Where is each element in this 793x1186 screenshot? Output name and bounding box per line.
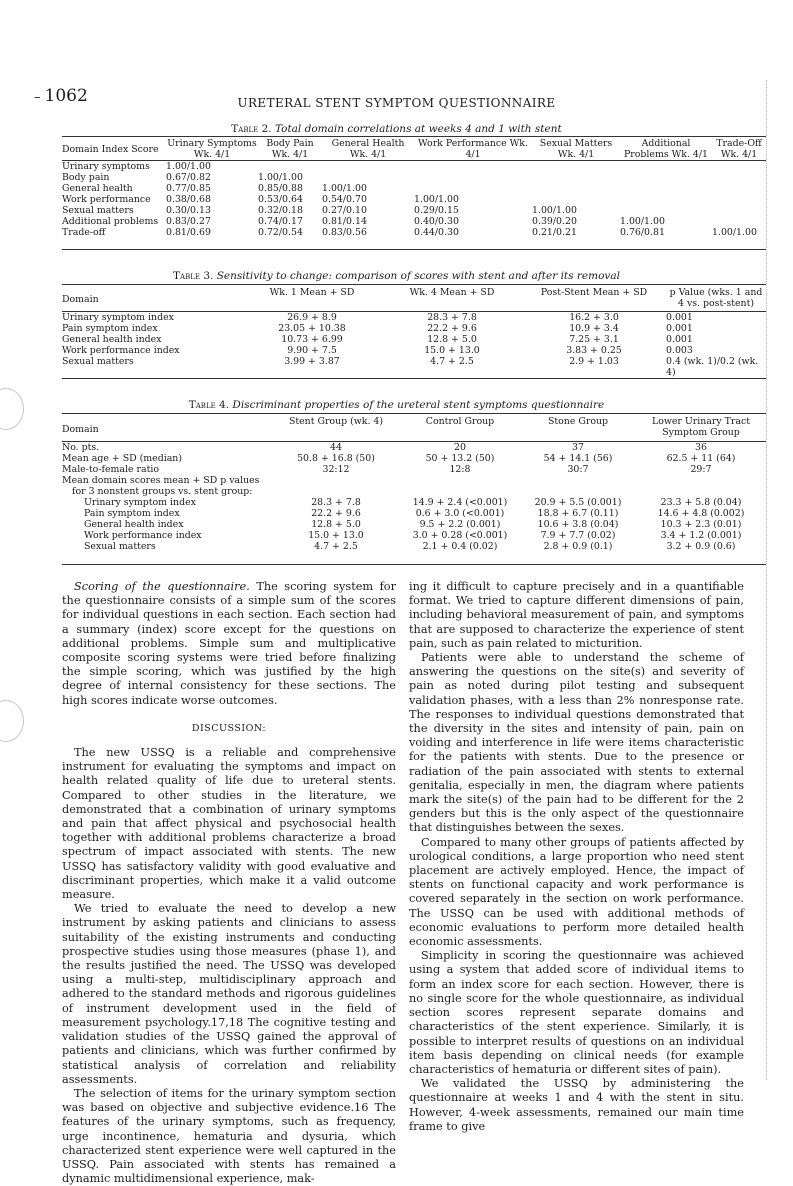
table2-cell: 0.32/0.18 [258, 205, 303, 216]
table2-header-cell: Trade-Off Wk. 4/1 [716, 138, 762, 160]
table2-cell: 0.83/0.27 [166, 216, 211, 227]
table2-cell: 0.30/0.13 [166, 205, 211, 216]
table2-row [62, 183, 766, 194]
table4-cell: 14.9 + 2.4 (<0.001) [412, 497, 508, 508]
right-paragraph-1: ing it difficult to capture precisely and in a quantifiable format. We tried to capture different dimensions of pain, including behavioral measurement of pain, and symptoms that are supposed to characterize the experience of stent pain, such as pain related to micturition. [409, 580, 744, 650]
table3-header-cell: Wk. 1 Mean + SD [269, 287, 355, 298]
table3-cell: 3.99 + 3.87 [284, 356, 340, 367]
table2-cell [620, 172, 712, 183]
scoring-paragraph: Scoring of the questionnaire. The scoring system for the questionnaire consists of a simple sum of the scores for individual questions in each section. Each section had a summary (index) score except for the questions on additional problems. Simple sum and multiplicative composite scoring systems were tried before finalizing the simple scoring, which was justified by the high degree of internal consistency for these sections. The high scores indicate worse outcomes. [62, 580, 397, 707]
table2-cell: 1.00/1.00 [532, 205, 577, 216]
table2-cell: 0.76/0.81 [620, 227, 665, 238]
page-number: – 1062 [34, 86, 88, 106]
table3-row [62, 312, 766, 323]
table4-cell: 50 + 13.2 (50) [425, 453, 495, 464]
table4-row [62, 475, 766, 486]
table4-header-cell: Stone Group [547, 416, 609, 427]
table2-cell [414, 161, 532, 172]
table4-row [62, 530, 766, 541]
table4-header-cell: Stent Group (wk. 4) [288, 416, 384, 427]
table2-row-label: General health [62, 183, 133, 194]
table3-cell: 9.90 + 7.5 [287, 345, 337, 356]
table4-cell: 2.1 + 0.4 (0.02) [422, 541, 498, 552]
table3-cell: 10.9 + 3.4 [569, 323, 619, 334]
table3-cell: 0.003 [666, 345, 693, 356]
table4-caption: Table 4. Discriminant properties of the ureteral stent symptoms questionnaire [188, 399, 605, 411]
table2-row [62, 227, 766, 238]
table3-caption: Table 3. Sensitivity to change: comparison of scores with stent and after its removal [173, 270, 620, 282]
table3-cell: 4.7 + 2.5 [430, 356, 474, 367]
table2-cell [712, 205, 766, 216]
table4-row-label: General health index [84, 519, 184, 530]
discussion-heading: DISCUSSION: [191, 722, 267, 734]
table2-cell [712, 172, 766, 183]
table2-row [62, 161, 766, 172]
table4-cell: 23.3 + 5.8 (0.04) [660, 497, 742, 508]
table4-header-cell: Domain [62, 423, 99, 435]
discussion-paragraph-1: The new USSQ is a reliable and comprehensive instrument for evaluating the symptoms and impact on health related quality of life due to ureteral stents. Compared to other studies in the literature, we demonstrated that a combination of urinary symptoms and pain that affect physical and psychosocial health together with additional problems characterize a broad spectrum of impact associated with stents. The new USSQ has satisfactory validity with good evaluative and discriminant properties, which make it a valid outcome measure. [62, 746, 396, 902]
table2-cell: 1.00/1.00 [620, 216, 665, 227]
table2-row-label: Trade-off [62, 227, 106, 238]
right-paragraph-3: Compared to many other groups of patients affected by urological conditions, a large proportion who need stent placement are actively employed. Hence, the impact of stents on functional capacity and work performance is covered separately in the section on work performance. The USSQ can be used with additional methods of economic evaluations to perform more detailed health economic assessments. [409, 835, 744, 949]
table3-cell: 2.9 + 1.03 [569, 356, 619, 367]
table4-row [62, 486, 766, 497]
table2-cell [322, 172, 414, 183]
table3-row [62, 356, 766, 378]
table2-row [62, 205, 766, 216]
table4-header-row [62, 416, 766, 442]
table4-row-label: Work performance index [84, 530, 202, 541]
table4-row [62, 541, 766, 552]
table4-header-cell: Lower Urinary Tract Symptom Group [651, 416, 750, 438]
table4-cell: 0.6 + 3.0 (<0.001) [415, 508, 505, 519]
table2-row [62, 216, 766, 227]
table3-cell: 22.2 + 9.6 [427, 323, 477, 334]
table2-cell: 0.40/0.30 [414, 216, 459, 227]
table2-cell: 0.85/0.88 [258, 183, 303, 194]
table4-cell: 50.8 + 16.8 (50) [297, 453, 375, 464]
table2-header-cell: Body Pain Wk. 4/1 [266, 138, 314, 160]
table3-row-label: Urinary symptom index [62, 312, 174, 323]
table4-cell: 4.7 + 2.5 [314, 541, 358, 552]
table4-cell: 3.2 + 0.9 (0.6) [666, 541, 736, 552]
table3-cell: 12.8 + 5.0 [427, 334, 477, 345]
table4-row-label: Pain symptom index [84, 508, 180, 519]
table3-row-label: Pain symptom index [62, 323, 158, 334]
table2-cell: 0.67/0.82 [166, 172, 211, 183]
table2-row-label: Work performance [62, 194, 151, 205]
table3-cell: 15.0 + 13.0 [424, 345, 480, 356]
discussion-paragraph-2: We tried to evaluate the need to develop a new instrument by asking patients and clinicians to assess suitability of the existing instruments and conducting prospective studies using those measures (phase 1), and the results justified the need. The USSQ was developed using a multi-step, multidisciplinary approach and adhered to the standard methods and rigorous guidelines of instrument development used in the field of measurement psychology.17,18 The cognitive testing and validation studies of the USSQ gained the approval of patients and clinicians, which was further confirmed by statistical analysis of correlation and reliability assessments. [62, 902, 396, 1086]
table2 [62, 138, 766, 238]
table2-cell [712, 161, 766, 172]
table2-caption: Table 2. Total domain correlations at weeks 4 and 1 with stent [231, 123, 562, 135]
table2-cell: 1.00/1.00 [414, 194, 459, 205]
table4-row-label: Mean age + SD (median) [62, 453, 183, 464]
table2-header-cell: General Health Wk. 4/1 [331, 138, 405, 160]
table3-header-cell: Wk. 4 Mean + SD [409, 287, 495, 298]
table3-cell: 0.001 [666, 334, 693, 345]
table4-row [62, 464, 766, 475]
table4-cell: 9.5 + 2.2 (0.001) [419, 519, 501, 530]
table4-cell: 36 [695, 442, 707, 453]
table2-row-label: Sexual matters [62, 205, 134, 216]
table2-cell: 0.81/0.69 [166, 227, 211, 238]
table2-row [62, 172, 766, 183]
table3-row-label: Sexual matters [62, 356, 134, 367]
table2-cell [414, 183, 532, 194]
table4-header-cell: Control Group [425, 416, 495, 427]
table2-body [62, 161, 766, 238]
table2-cell [712, 194, 766, 205]
table2-cell: 1.00/1.00 [166, 161, 211, 172]
table4-cell: 10.6 + 3.8 (0.04) [537, 519, 619, 530]
table2-cell [712, 216, 766, 227]
table4-body [62, 442, 766, 552]
table2-cell [532, 194, 620, 205]
table3-header-cell: p Value (wks. 1 and 4 vs. post-stent) [669, 287, 763, 309]
right-column [409, 580, 744, 1134]
table3-cell: 0.001 [666, 323, 693, 334]
table4-cell [520, 475, 636, 486]
table4-cell [400, 486, 520, 497]
table4-cell: 12.8 + 5.0 [311, 519, 361, 530]
table2-cell: 0.83/0.56 [322, 227, 367, 238]
table2-header-cell: Domain Index Score [62, 144, 159, 155]
right-paragraph-2: Patients were able to understand the scheme of answering the questions on the site(s) and severity of pain as noted during pilot testing and subsequent validation phases, with a less than 2% nonresponse rate. The responses to individual questions demonstrated that the diversity in the sites and intensity of pain, pain on voiding and interference in life were items characteristic for the patients with stents. Due to the presence or radiation of the pain associated with stents to external genitalia, especially in men, the diagram where patients mark the site(s) of the pain had to be different for the 2 genders but this is the only aspect of the questionnaire that distinguishes between the sexes. [409, 651, 744, 835]
table3-cell: 0.4 (wk. 1)/0.2 (wk. 4) [666, 356, 759, 378]
table2-cell: 1.00/1.00 [712, 227, 757, 238]
scan-edge-line [766, 80, 767, 1080]
table2-cell: 0.54/0.70 [322, 194, 367, 205]
table2-cell: 0.53/0.64 [258, 194, 303, 205]
table4-row-label: Male-to-female ratio [62, 464, 159, 475]
table4-cell: 20.9 + 5.5 (0.001) [534, 497, 622, 508]
table4-cell: 32:12 [322, 464, 350, 475]
table4-cell: 28.3 + 7.8 [311, 497, 361, 508]
table4-cell: 7.9 + 7.7 (0.02) [540, 530, 616, 541]
table4-row [62, 508, 766, 519]
table2-cell [620, 194, 712, 205]
table4 [62, 416, 766, 552]
table4-cell: 10.3 + 2.3 (0.01) [660, 519, 742, 530]
right-paragraph-5: We validated the USSQ by administering the questionnaire at weeks 1 and 4 with the stent in situ. However, 4-week assessments, remained our main time frame to give [409, 1077, 744, 1133]
table4-row-label: Urinary symptom index [84, 497, 196, 508]
table2-cell: 1.00/1.00 [322, 183, 367, 194]
table2-cell [620, 161, 712, 172]
running-head: URETERAL STENT SYMPTOM QUESTIONNAIRE [237, 96, 556, 110]
table2-cell [322, 161, 414, 172]
table3-header-row [62, 287, 766, 312]
table4-cell [400, 475, 520, 486]
table2-header-cell: Sexual Matters Wk. 4/1 [539, 138, 613, 160]
table3-cell: 7.25 + 3.1 [569, 334, 619, 345]
table2-cell [712, 183, 766, 194]
table2-cell: 0.38/0.68 [166, 194, 211, 205]
table2-header-cell: Urinary Symptoms Wk. 4/1 [167, 138, 257, 160]
table4-cell: 30:7 [567, 464, 589, 475]
table4-cell [272, 475, 400, 486]
table2-row-label: Urinary symptoms [62, 161, 150, 172]
table2-cell: 0.81/0.14 [322, 216, 367, 227]
table2-cell: 0.72/0.54 [258, 227, 303, 238]
table4-cell: 15.0 + 13.0 [308, 530, 364, 541]
table4-row [62, 453, 766, 464]
table4-row [62, 519, 766, 530]
table3-cell: 3.83 + 0.25 [566, 345, 622, 356]
table4-cell: 54 + 14.1 (56) [543, 453, 613, 464]
table2-cell: 0.21/0.21 [532, 227, 577, 238]
table2-cell [258, 161, 322, 172]
left-column [62, 580, 396, 1186]
table4-cell: 2.8 + 0.9 (0.1) [543, 541, 613, 552]
table3-cell: 23.05 + 10.38 [278, 323, 346, 334]
table4-cell: 14.6 + 4.8 (0.002) [657, 508, 745, 519]
table4-cell: 22.2 + 9.6 [311, 508, 361, 519]
table2-cell: 0.74/0.17 [258, 216, 303, 227]
table2-cell: 0.39/0.20 [532, 216, 577, 227]
table2-cell [620, 183, 712, 194]
table2-cell [532, 161, 620, 172]
table3-cell: 0.001 [666, 312, 693, 323]
table4-cell: 18.8 + 6.7 (0.11) [537, 508, 619, 519]
table2-cell: 0.77/0.85 [166, 183, 211, 194]
table4-row-label: Sexual matters [84, 541, 156, 552]
table4-row-label: No. pts. [62, 442, 100, 453]
table3-row [62, 323, 766, 334]
table4-cell: 3.0 + 0.28 (<0.001) [412, 530, 508, 541]
table3-row-label: Work performance index [62, 345, 180, 356]
table3-row [62, 345, 766, 356]
table4-cell: 44 [330, 442, 342, 453]
table4-cell [636, 475, 766, 486]
table2-cell [620, 205, 712, 216]
table4-cell: 37 [572, 442, 584, 453]
table4-row [62, 497, 766, 508]
table3-row-label: General health index [62, 334, 162, 345]
table2-row-label: Additional problems [62, 216, 159, 227]
table4-cell: 3.4 + 1.2 (0.001) [660, 530, 742, 541]
right-paragraph-4: Simplicity in scoring the questionnaire was achieved using a system that added score of individual items to form an index score for each section. However, there is no single score for the whole questionnaire, as individual section scores represent separate domains and characteristics of the stent experience. Similarly, it is possible to interpret results of questions on an individual item basis depending on clinical needs (for example characteristics of hematuria or different sites of pain). [409, 949, 744, 1076]
table3-cell: 10.73 + 6.99 [281, 334, 343, 345]
table2-row-label: Body pain [62, 172, 110, 183]
table4-cell: 20 [454, 442, 466, 453]
table3-cell: 28.3 + 7.8 [427, 312, 477, 323]
table3-body [62, 312, 766, 378]
table3-header-cell: Domain [62, 294, 99, 305]
table2-row [62, 194, 766, 205]
table2-cell [532, 172, 620, 183]
table4-cell [520, 486, 636, 497]
table2-header-cell: Work Performance Wk. 4/1 [418, 138, 528, 160]
table2-cell [414, 172, 532, 183]
table4-cell: 12:8 [449, 464, 471, 475]
table4-cell [636, 486, 766, 497]
table4-cell [272, 486, 400, 497]
table4-row-label: Mean domain scores mean + SD p values [62, 475, 260, 486]
table2-header-row [62, 138, 766, 161]
table2-cell: 1.00/1.00 [258, 172, 303, 183]
table2-header-cell: Additional Problems Wk. 4/1 [623, 138, 709, 160]
table2-cell: 0.44/0.30 [414, 227, 459, 238]
table3-row [62, 334, 766, 345]
discussion-paragraph-3: The selection of items for the urinary symptom section was based on objective and subjective evidence.16 The features of the urinary symptoms, such as frequency, urge incontinence, hematuria and dysuria, which characterized stent experience were well captured in the USSQ. Pain associated with stents has remained a dynamic multidimensional experience, mak- [62, 1086, 396, 1186]
table2-cell [532, 183, 620, 194]
table3-header-cell: Post-Stent Mean + SD [540, 287, 648, 298]
table4-row-label: for 3 nonstent groups vs. stent group: [72, 486, 253, 497]
punch-hole-mark [0, 700, 24, 742]
punch-hole-mark [0, 388, 24, 430]
table4-cell: 62.5 + 11 (64) [666, 453, 736, 464]
table3 [62, 287, 766, 378]
table3-cell: 16.2 + 3.0 [569, 312, 619, 323]
table4-row [62, 442, 766, 453]
table2-cell: 0.29/0.15 [414, 205, 459, 216]
table4-cell: 29:7 [690, 464, 712, 475]
table2-cell: 0.27/0.10 [322, 205, 367, 216]
table3-cell: 26.9 + 8.9 [287, 312, 337, 323]
